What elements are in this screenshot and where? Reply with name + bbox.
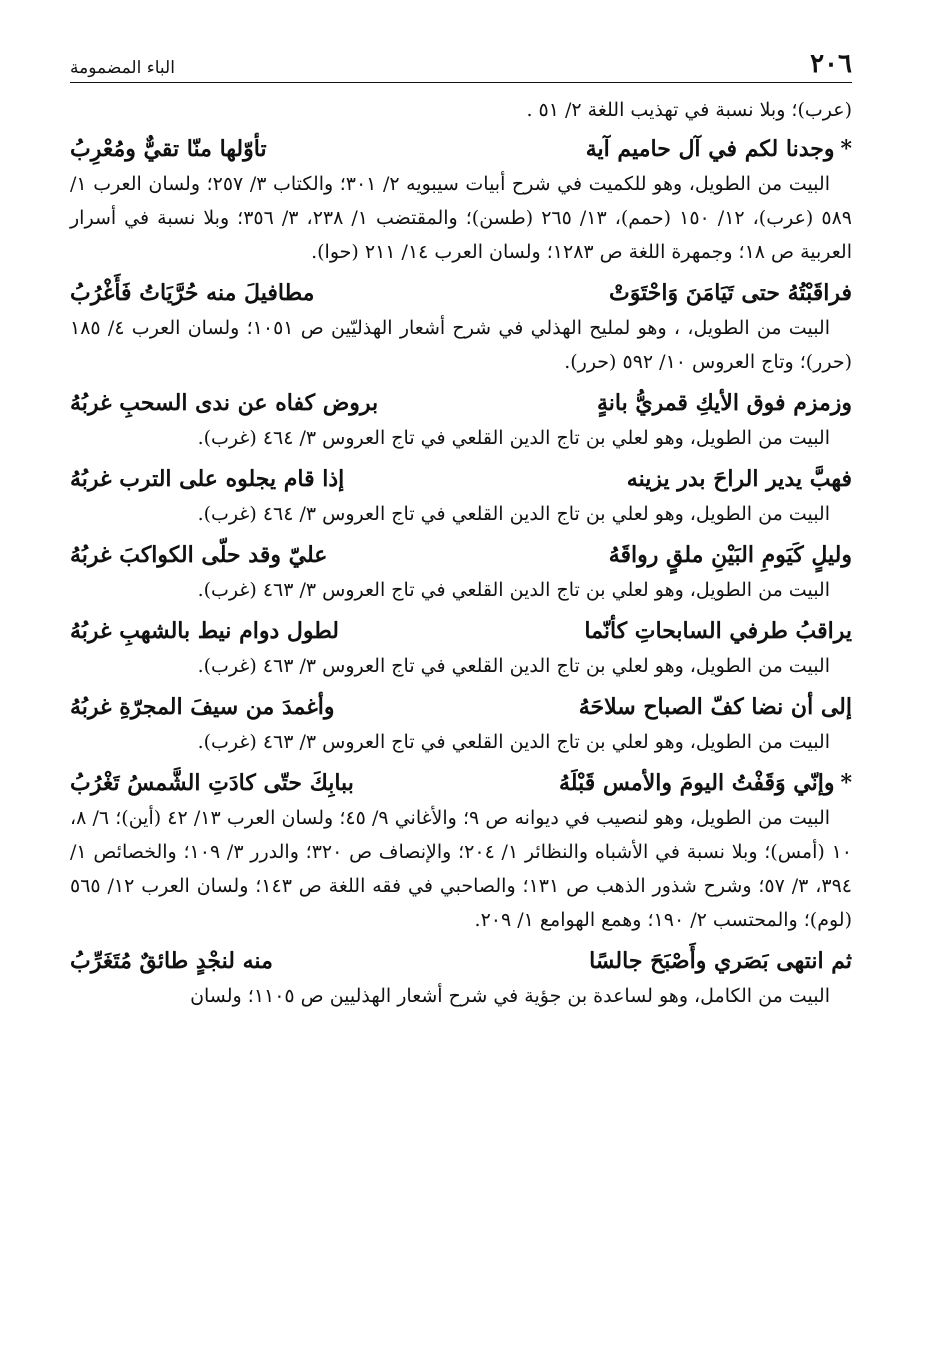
second-hemistich: تأوّلها منّا تقيٌّ ومُعْرِبُ (70, 136, 267, 162)
first-hemistich: فهبَّ يدير الراحَ بدر يزينه (626, 466, 852, 492)
second-hemistich: ببابِكَ حتّى كادَتِ الشَّمسُ تَغْرُبُ (70, 770, 354, 796)
verse-line (70, 613, 852, 649)
first-hemistich: يراقبُ طرفي السابحاتِ كأنّما (584, 618, 852, 644)
verse-line (70, 689, 852, 725)
verse-note: البيت من الكامل، وهو لساعدة بن جؤية في شرح أشعار الهذليين ص ١١٠٥؛ ولسان (190, 985, 830, 1007)
second-hemistich: عليّ وقد حلّى الكواكبَ غربُهُ (70, 542, 328, 568)
second-hemistich: وأغمدَ من سيفَ المجرّةِ غربُهُ (70, 694, 335, 720)
second-hemistich: منه لنجْدٍ طائقٌ مُتَغَرِّبُ (70, 948, 273, 974)
page-number: ٢٠٦ (800, 48, 852, 82)
page-header (70, 40, 852, 83)
first-hemistich (586, 131, 852, 167)
verse-note: البيت من الطويل، وهو للكميت في شرح أبيات سيبويه ٢/ ٣٠١؛ والكتاب ٣/ ٢٥٧؛ ولسان العرب ١/ ٥٨٩ (عرب)، ١٢/ ١٥٠ (حمم)، ١٣/ ٢٦٥ (طسن)؛ والمقتضب ١/ ٢٣٨، ٣/ ٣٥٦؛ وبلا نسبة في أسرار العربية ص ١٨؛ وجمهرة اللغة ص ١٢٨٣؛ ولسان العرب ١٤/ ٢١١ (حوا). (70, 173, 853, 263)
first-hemistich: إلى أن نضا كفّ الصباح سلاحَهُ (578, 694, 852, 720)
second-hemistich: لطول دوام نيط بالشهبِ غربُهُ (70, 618, 339, 644)
first-hemistich (559, 765, 852, 801)
first-hemistich: فراقَبْتُهُ حتى تَيَامَنَ وَاحْتَوَتْ (609, 280, 852, 306)
first-hemistich: وليلٍ كَيَومِ البَيْنِ ملقٍ رواقَهُ (608, 542, 852, 568)
verse-line (70, 131, 852, 167)
verse-note: البيت من الطويل، وهو لعلي بن تاج الدين القلعي في تاج العروس ٣/ ٤٦٣ (غرب). (197, 731, 830, 753)
verse-line (70, 385, 852, 421)
document-page (70, 40, 852, 1341)
verse-line (70, 275, 852, 311)
verse-note: البيت من الطويل، وهو لعلي بن تاج الدين القلعي في تاج العروس ٣/ ٤٦٤ (غرب). (197, 427, 830, 449)
verse-note: البيت من الطويل، وهو لعلي بن تاج الدين القلعي في تاج العروس ٣/ ٤٦٣ (غرب). (197, 579, 830, 601)
first-hemistich-text: وإنّي وَقَفْتُ اليومَ والأمس قَبْلَهُ (558, 770, 835, 796)
running-title: الباء المضمومة (70, 57, 185, 82)
first-hemistich-text: وجدنا لكم في آل حاميم آية (585, 136, 835, 162)
verse-line (70, 943, 852, 979)
verse-line (70, 461, 852, 497)
second-hemistich: بروض كفاه عن ندى السحبِ غربُهُ (70, 390, 379, 416)
verse-note: البيت من الطويل، وهو لعلي بن تاج الدين القلعي في تاج العروس ٣/ ٤٦٤ (غرب). (197, 503, 830, 525)
first-hemistich: وزمزم فوق الأيكِ قمريُّ بانةٍ (596, 390, 852, 416)
verse-note: البيت من الطويل، ، وهو لمليح الهذلي في شرح أشعار الهذليّين ص ١٠٥١؛ ولسان العرب ٤/ ١٨٥ (حرر)؛ وتاج العروس ١٠/ ٥٩٢ (حرر). (70, 317, 852, 373)
verse-note: البيت من الطويل، وهو لنصيب في ديوانه ص ٩؛ والأغاني ٩/ ٤٥؛ ولسان العرب ١٣/ ٤٢ (أين)؛ ٦/ ٨، ١٠ (أمس)؛ وبلا نسبة في الأشباه والنظائر ١/ ٢٠٤؛ والإنصاف ص ٣٢٠؛ والدرر ٣/ ١٠٩؛ والخصائص ١/ ٣٩٤، ٣/ ٥٧؛ وشرح شذور الذهب ص ١٣١؛ والصاحبي في فقه اللغة ص ١٤٣؛ ولسان العرب ١٢/ ٥٦٥ (لوم)؛ والمحتسب ٢/ ١٩٠؛ وهمع الهوامع ١/ ٢٠٩. (70, 807, 852, 931)
continuation-text: (عرب)؛ وبلا نسبة في تهذيب اللغة ٢/ ٥١ . (526, 99, 852, 121)
second-hemistich: مطافيلَ منه حُرَّيَاتُ فَأَغْرُبُ (70, 280, 315, 306)
verse-note: البيت من الطويل، وهو لعلي بن تاج الدين القلعي في تاج العروس ٣/ ٤٦٣ (غرب). (197, 655, 830, 677)
first-hemistich: ثم انتهى بَصَري وأَصْبَحَ جالسًا (589, 948, 852, 974)
verse-line (70, 537, 852, 573)
asterisk-marker: * (840, 770, 852, 796)
second-hemistich: إذا قام يجلوه على الترب غربُهُ (70, 466, 345, 492)
asterisk-marker: * (840, 136, 852, 162)
verse-line (70, 765, 852, 801)
